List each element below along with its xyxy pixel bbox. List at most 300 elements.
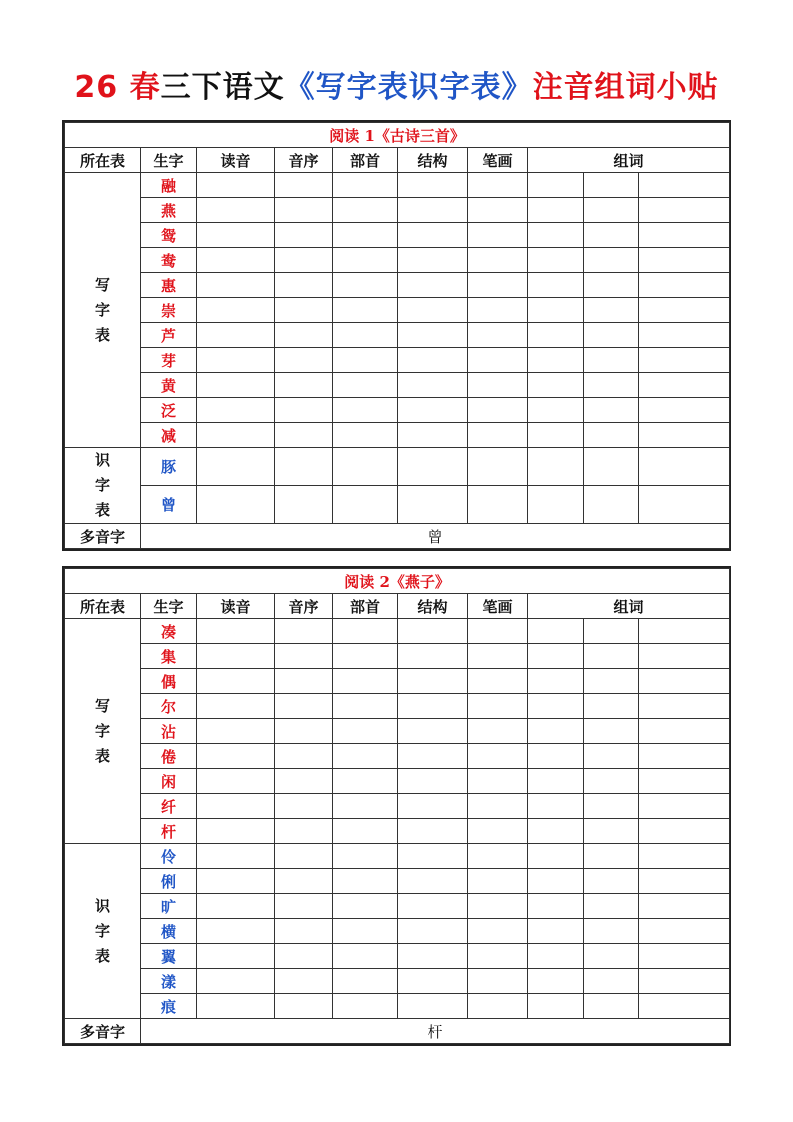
strokes-cell[interactable] (468, 644, 528, 669)
word-cell-1[interactable] (528, 198, 584, 223)
strokes-cell[interactable] (468, 669, 528, 694)
word-cell-2[interactable] (584, 448, 639, 486)
pinyin-cell[interactable] (197, 423, 275, 448)
order-cell[interactable] (275, 448, 333, 486)
word-cell-1[interactable] (528, 919, 584, 944)
word-cell-3[interactable] (639, 323, 730, 348)
structure-cell[interactable] (398, 223, 468, 248)
word-cell-1[interactable] (528, 448, 584, 486)
pinyin-cell[interactable] (197, 248, 275, 273)
word-cell-2[interactable] (584, 298, 639, 323)
strokes-cell[interactable] (468, 273, 528, 298)
pinyin-cell[interactable] (197, 198, 275, 223)
strokes-cell[interactable] (468, 719, 528, 744)
radical-cell[interactable] (333, 769, 398, 794)
word-cell-1[interactable] (528, 944, 584, 969)
character-cell: 杆 (141, 819, 197, 844)
table-row (65, 944, 730, 969)
word-cell-2[interactable] (584, 969, 639, 994)
strokes-cell[interactable] (468, 448, 528, 486)
strokes-cell[interactable] (468, 994, 528, 1019)
structure-cell[interactable] (398, 769, 468, 794)
structure-cell[interactable] (398, 969, 468, 994)
word-cell-2[interactable] (584, 273, 639, 298)
word-cell-3[interactable] (639, 423, 730, 448)
word-cell-1[interactable] (528, 348, 584, 373)
structure-cell[interactable] (398, 486, 468, 524)
character-cell: 闲 (141, 769, 197, 794)
pinyin-cell[interactable] (197, 794, 275, 819)
pinyin-cell[interactable] (197, 994, 275, 1019)
character-cell: 翼 (141, 944, 197, 969)
order-cell[interactable] (275, 794, 333, 819)
table-row (65, 398, 730, 423)
word-cell-2[interactable] (584, 373, 639, 398)
radical-cell[interactable] (333, 486, 398, 524)
character-cell: 减 (141, 423, 197, 448)
strokes-cell[interactable] (468, 373, 528, 398)
character-cell: 凑 (141, 619, 197, 644)
word-cell-3[interactable] (639, 198, 730, 223)
strokes-cell[interactable] (468, 173, 528, 198)
word-cell-1[interactable] (528, 844, 584, 869)
order-cell[interactable] (275, 869, 333, 894)
radical-cell[interactable] (333, 323, 398, 348)
word-cell-2[interactable] (584, 223, 639, 248)
word-cell-1[interactable] (528, 869, 584, 894)
radical-cell[interactable] (333, 198, 398, 223)
word-cell-1[interactable] (528, 719, 584, 744)
structure-cell[interactable] (398, 794, 468, 819)
character-cell: 崇 (141, 298, 197, 323)
word-cell-2[interactable] (584, 694, 639, 719)
structure-cell[interactable] (398, 619, 468, 644)
radical-cell[interactable] (333, 919, 398, 944)
strokes-cell[interactable] (468, 944, 528, 969)
word-cell-1[interactable] (528, 994, 584, 1019)
radical-cell[interactable] (333, 719, 398, 744)
strokes-cell[interactable] (468, 869, 528, 894)
section-title: 阅读 2《燕子》 (65, 569, 730, 594)
structure-cell[interactable] (398, 323, 468, 348)
structure-cell[interactable] (398, 669, 468, 694)
pinyin-cell[interactable] (197, 844, 275, 869)
structure-cell[interactable] (398, 423, 468, 448)
pinyin-cell[interactable] (197, 919, 275, 944)
radical-cell[interactable] (333, 398, 398, 423)
radical-cell[interactable] (333, 644, 398, 669)
word-cell-1[interactable] (528, 223, 584, 248)
strokes-cell[interactable] (468, 348, 528, 373)
order-cell[interactable] (275, 373, 333, 398)
order-cell[interactable] (275, 273, 333, 298)
pinyin-cell[interactable] (197, 323, 275, 348)
pinyin-cell[interactable] (197, 273, 275, 298)
character-cell: 燕 (141, 198, 197, 223)
character-cell: 融 (141, 173, 197, 198)
table-row (65, 719, 730, 744)
character-cell: 俐 (141, 869, 197, 894)
pinyin-cell[interactable] (197, 619, 275, 644)
column-header-structure: 结构 (398, 148, 468, 173)
order-cell[interactable] (275, 819, 333, 844)
word-cell-1[interactable] (528, 669, 584, 694)
character-cell: 沾 (141, 719, 197, 744)
word-cell-3[interactable] (639, 644, 730, 669)
structure-cell[interactable] (398, 298, 468, 323)
pinyin-cell[interactable] (197, 694, 275, 719)
structure-cell[interactable] (398, 919, 468, 944)
structure-cell[interactable] (398, 944, 468, 969)
strokes-cell[interactable] (468, 744, 528, 769)
strokes-cell[interactable] (468, 486, 528, 524)
structure-cell[interactable] (398, 744, 468, 769)
character-cell: 伶 (141, 844, 197, 869)
word-cell-3[interactable] (639, 248, 730, 273)
pinyin-cell[interactable] (197, 644, 275, 669)
table-row (65, 669, 730, 694)
radical-cell[interactable] (333, 173, 398, 198)
radical-cell[interactable] (333, 944, 398, 969)
radical-cell[interactable] (333, 669, 398, 694)
pinyin-cell[interactable] (197, 173, 275, 198)
order-cell[interactable] (275, 644, 333, 669)
word-cell-3[interactable] (639, 486, 730, 524)
character-cell: 鸯 (141, 248, 197, 273)
table-row (65, 173, 730, 198)
word-cell-3[interactable] (639, 348, 730, 373)
word-cell-2[interactable] (584, 619, 639, 644)
pinyin-cell[interactable] (197, 448, 275, 486)
strokes-cell[interactable] (468, 844, 528, 869)
order-cell[interactable] (275, 348, 333, 373)
radical-cell[interactable] (333, 223, 398, 248)
word-cell-2[interactable] (584, 794, 639, 819)
order-cell[interactable] (275, 486, 333, 524)
word-cell-3[interactable] (639, 869, 730, 894)
word-cell-1[interactable] (528, 894, 584, 919)
word-cell-1[interactable] (528, 173, 584, 198)
order-cell[interactable] (275, 994, 333, 1019)
character-cell: 鸳 (141, 223, 197, 248)
word-cell-2[interactable] (584, 669, 639, 694)
character-cell: 旷 (141, 894, 197, 919)
pinyin-cell[interactable] (197, 398, 275, 423)
structure-cell[interactable] (398, 448, 468, 486)
structure-cell[interactable] (398, 644, 468, 669)
word-cell-3[interactable] (639, 969, 730, 994)
word-cell-1[interactable] (528, 694, 584, 719)
character-cell: 尔 (141, 694, 197, 719)
word-cell-1[interactable] (528, 298, 584, 323)
structure-cell[interactable] (398, 348, 468, 373)
structure-cell[interactable] (398, 894, 468, 919)
strokes-cell[interactable] (468, 619, 528, 644)
word-cell-2[interactable] (584, 719, 639, 744)
structure-cell[interactable] (398, 719, 468, 744)
pinyin-cell[interactable] (197, 769, 275, 794)
word-cell-2[interactable] (584, 173, 639, 198)
strokes-cell[interactable] (468, 819, 528, 844)
strokes-cell[interactable] (468, 323, 528, 348)
word-cell-2[interactable] (584, 348, 639, 373)
word-cell-1[interactable] (528, 619, 584, 644)
word-cell-3[interactable] (639, 669, 730, 694)
order-cell[interactable] (275, 919, 333, 944)
strokes-cell[interactable] (468, 694, 528, 719)
strokes-cell[interactable] (468, 919, 528, 944)
word-cell-1[interactable] (528, 769, 584, 794)
column-header-words: 组词 (528, 594, 730, 619)
structure-cell[interactable] (398, 994, 468, 1019)
strokes-cell[interactable] (468, 223, 528, 248)
pinyin-cell[interactable] (197, 744, 275, 769)
word-cell-1[interactable] (528, 248, 584, 273)
table-row (65, 869, 730, 894)
word-cell-2[interactable] (584, 644, 639, 669)
order-cell[interactable] (275, 423, 333, 448)
word-cell-2[interactable] (584, 994, 639, 1019)
word-cell-3[interactable] (639, 769, 730, 794)
character-cell: 芦 (141, 323, 197, 348)
word-cell-2[interactable] (584, 944, 639, 969)
order-cell[interactable] (275, 719, 333, 744)
word-cell-3[interactable] (639, 273, 730, 298)
column-header-location: 所在表 (65, 148, 141, 173)
word-cell-1[interactable] (528, 398, 584, 423)
radical-cell[interactable] (333, 869, 398, 894)
column-header-order: 音序 (275, 148, 333, 173)
character-cell: 泛 (141, 398, 197, 423)
character-cell: 豚 (141, 448, 197, 486)
structure-cell[interactable] (398, 844, 468, 869)
title-part-2: 三下语文 (160, 70, 285, 105)
polyphone-value: 曾 (141, 524, 730, 549)
word-cell-3[interactable] (639, 448, 730, 486)
word-cell-2[interactable] (584, 919, 639, 944)
table-row (65, 994, 730, 1019)
page-title (0, 66, 793, 110)
word-cell-2[interactable] (584, 198, 639, 223)
word-cell-1[interactable] (528, 273, 584, 298)
column-header-char: 生字 (141, 594, 197, 619)
order-cell[interactable] (275, 198, 333, 223)
word-cell-3[interactable] (639, 744, 730, 769)
title-part-4: 注音组词小贴 (532, 70, 719, 105)
polyphone-value: 杆 (141, 1019, 730, 1044)
word-cell-1[interactable] (528, 373, 584, 398)
column-header-order: 音序 (275, 594, 333, 619)
word-cell-3[interactable] (639, 894, 730, 919)
column-header-pinyin: 读音 (197, 594, 275, 619)
table-row (65, 919, 730, 944)
pinyin-cell[interactable] (197, 869, 275, 894)
radical-cell[interactable] (333, 423, 398, 448)
order-cell[interactable] (275, 694, 333, 719)
recognize-table-label: 识 字 表 (65, 844, 141, 1019)
table-row (65, 448, 730, 486)
word-cell-1[interactable] (528, 423, 584, 448)
pinyin-cell[interactable] (197, 894, 275, 919)
table-row (65, 348, 730, 373)
character-cell: 集 (141, 644, 197, 669)
word-cell-3[interactable] (639, 619, 730, 644)
structure-cell[interactable] (398, 398, 468, 423)
structure-cell[interactable] (398, 248, 468, 273)
pinyin-cell[interactable] (197, 373, 275, 398)
strokes-cell[interactable] (468, 248, 528, 273)
strokes-cell[interactable] (468, 298, 528, 323)
word-cell-3[interactable] (639, 994, 730, 1019)
word-cell-1[interactable] (528, 969, 584, 994)
character-cell: 偶 (141, 669, 197, 694)
radical-cell[interactable] (333, 619, 398, 644)
structure-cell[interactable] (398, 373, 468, 398)
order-cell[interactable] (275, 248, 333, 273)
radical-cell[interactable] (333, 894, 398, 919)
radical-cell[interactable] (333, 819, 398, 844)
word-cell-2[interactable] (584, 819, 639, 844)
structure-cell[interactable] (398, 819, 468, 844)
pinyin-cell[interactable] (197, 719, 275, 744)
strokes-cell[interactable] (468, 894, 528, 919)
word-cell-2[interactable] (584, 248, 639, 273)
order-cell[interactable] (275, 844, 333, 869)
structure-cell[interactable] (398, 173, 468, 198)
structure-cell[interactable] (398, 273, 468, 298)
word-cell-3[interactable] (639, 694, 730, 719)
write-table-label: 写 字 表 (65, 173, 141, 448)
word-cell-3[interactable] (639, 719, 730, 744)
column-header-pinyin: 读音 (197, 148, 275, 173)
order-cell[interactable] (275, 173, 333, 198)
word-cell-3[interactable] (639, 373, 730, 398)
word-cell-2[interactable] (584, 844, 639, 869)
structure-cell[interactable] (398, 198, 468, 223)
word-cell-1[interactable] (528, 744, 584, 769)
column-header-location: 所在表 (65, 594, 141, 619)
word-cell-1[interactable] (528, 644, 584, 669)
order-cell[interactable] (275, 298, 333, 323)
strokes-cell[interactable] (468, 198, 528, 223)
word-cell-1[interactable] (528, 323, 584, 348)
order-cell[interactable] (275, 669, 333, 694)
order-cell[interactable] (275, 223, 333, 248)
pinyin-cell[interactable] (197, 969, 275, 994)
table-row (65, 969, 730, 994)
table-row (65, 769, 730, 794)
table-row (65, 844, 730, 869)
radical-cell[interactable] (333, 694, 398, 719)
column-header-radical: 部首 (333, 148, 398, 173)
word-cell-3[interactable] (639, 398, 730, 423)
radical-cell[interactable] (333, 273, 398, 298)
pinyin-cell[interactable] (197, 486, 275, 524)
word-cell-2[interactable] (584, 423, 639, 448)
column-header-char: 生字 (141, 148, 197, 173)
pinyin-cell[interactable] (197, 944, 275, 969)
word-cell-1[interactable] (528, 794, 584, 819)
strokes-cell[interactable] (468, 969, 528, 994)
radical-cell[interactable] (333, 348, 398, 373)
word-cell-3[interactable] (639, 298, 730, 323)
character-cell: 倦 (141, 744, 197, 769)
order-cell[interactable] (275, 894, 333, 919)
radical-cell[interactable] (333, 794, 398, 819)
structure-cell[interactable] (398, 869, 468, 894)
strokes-cell[interactable] (468, 398, 528, 423)
word-cell-2[interactable] (584, 323, 639, 348)
character-cell: 痕 (141, 994, 197, 1019)
word-cell-3[interactable] (639, 944, 730, 969)
order-cell[interactable] (275, 769, 333, 794)
order-cell[interactable] (275, 323, 333, 348)
order-cell[interactable] (275, 744, 333, 769)
radical-cell[interactable] (333, 844, 398, 869)
character-cell: 横 (141, 919, 197, 944)
pinyin-cell[interactable] (197, 223, 275, 248)
word-cell-2[interactable] (584, 398, 639, 423)
word-cell-3[interactable] (639, 919, 730, 944)
table-row (65, 744, 730, 769)
pinyin-cell[interactable] (197, 669, 275, 694)
table-row (65, 894, 730, 919)
table-row (65, 223, 730, 248)
table-row (65, 486, 730, 524)
strokes-cell[interactable] (468, 794, 528, 819)
radical-cell[interactable] (333, 298, 398, 323)
word-cell-3[interactable] (639, 844, 730, 869)
structure-cell[interactable] (398, 694, 468, 719)
title-part-3: 《写字表识字表》 (284, 70, 533, 105)
table-row (65, 794, 730, 819)
order-cell[interactable] (275, 969, 333, 994)
word-cell-3[interactable] (639, 819, 730, 844)
word-cell-2[interactable] (584, 744, 639, 769)
word-cell-1[interactable] (528, 819, 584, 844)
title-part-1: 26 春 (74, 70, 161, 105)
order-cell[interactable] (275, 944, 333, 969)
radical-cell[interactable] (333, 994, 398, 1019)
recognize-table-label: 识 字 表 (65, 448, 141, 524)
word-cell-3[interactable] (639, 223, 730, 248)
word-cell-1[interactable] (528, 486, 584, 524)
table-row (65, 423, 730, 448)
strokes-cell[interactable] (468, 769, 528, 794)
strokes-cell[interactable] (468, 423, 528, 448)
radical-cell[interactable] (333, 969, 398, 994)
order-cell[interactable] (275, 619, 333, 644)
word-cell-2[interactable] (584, 769, 639, 794)
pinyin-cell[interactable] (197, 819, 275, 844)
radical-cell[interactable] (333, 373, 398, 398)
pinyin-cell[interactable] (197, 348, 275, 373)
radical-cell[interactable] (333, 248, 398, 273)
table-row (65, 198, 730, 223)
word-cell-2[interactable] (584, 894, 639, 919)
word-cell-2[interactable] (584, 869, 639, 894)
column-header-structure: 结构 (398, 594, 468, 619)
word-cell-3[interactable] (639, 173, 730, 198)
word-cell-2[interactable] (584, 486, 639, 524)
section-title: 阅读 1《古诗三首》 (65, 123, 730, 148)
radical-cell[interactable] (333, 744, 398, 769)
word-cell-3[interactable] (639, 794, 730, 819)
radical-cell[interactable] (333, 448, 398, 486)
pinyin-cell[interactable] (197, 298, 275, 323)
order-cell[interactable] (275, 398, 333, 423)
polyphone-label: 多音字 (65, 524, 141, 549)
